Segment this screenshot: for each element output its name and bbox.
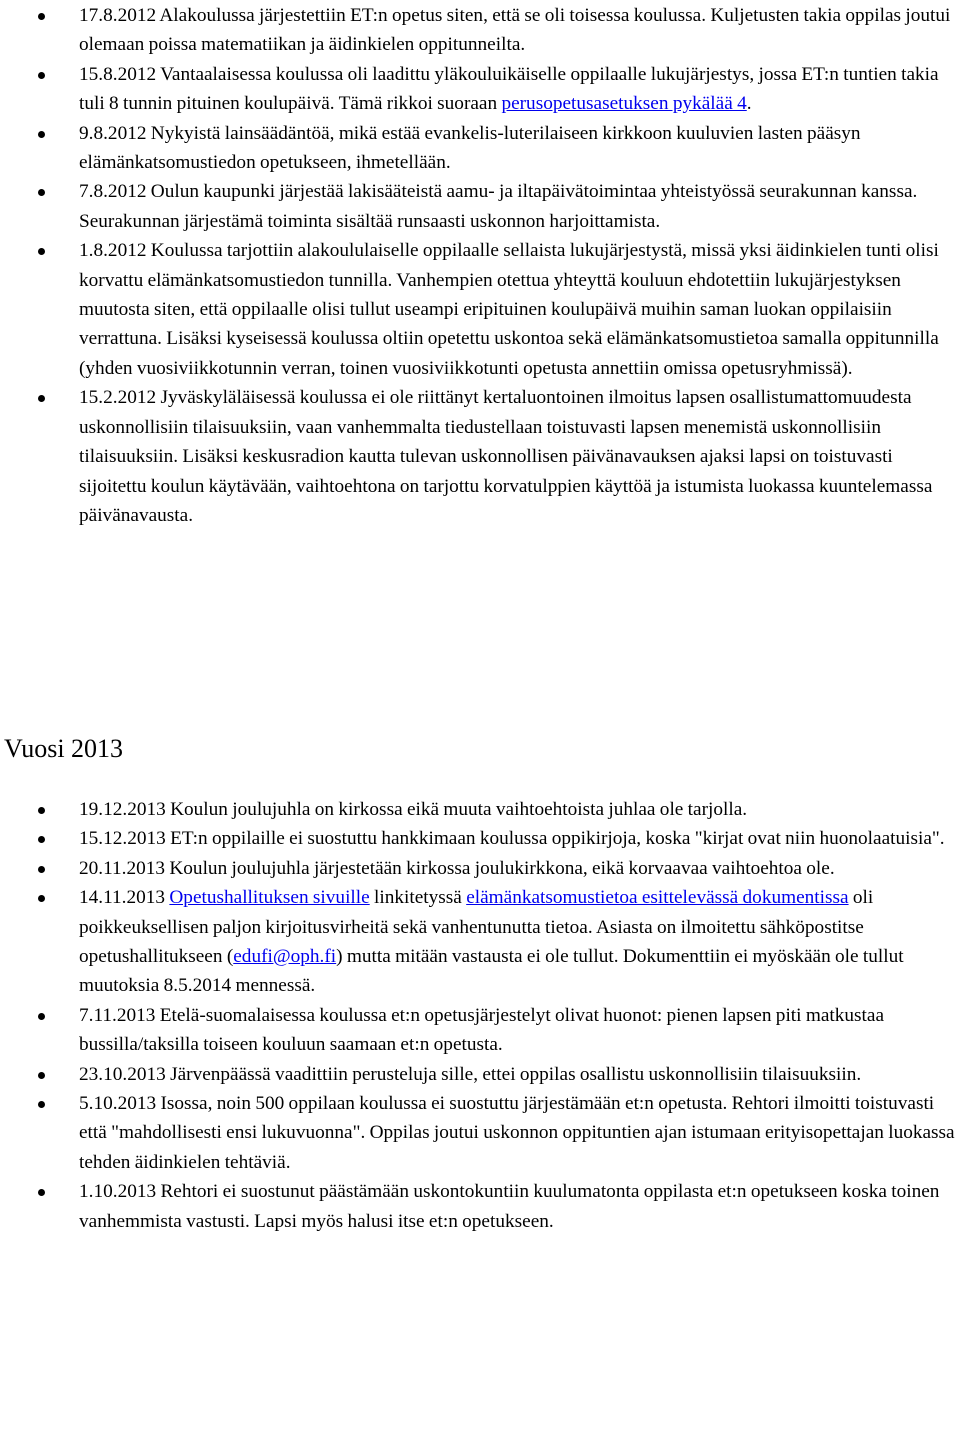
entries-2013-list — [0, 795, 960, 1236]
entry-text: 14.11.2013 — [79, 887, 170, 909]
entry-text: 1.10.2013 Rehtori ei suostunut päästämään uskontokuntiin kuulumatonta oppilasta et:n opetukseen koska toinen vanhemmista vastusti. Lapsi myös halusi itse et:n opetukseen. — [79, 1181, 940, 1232]
bullet-icon — [38, 248, 45, 255]
entry-text: 15.12.2013 ET:n oppilaille ei suostuttu hankkimaan koulussa oppikirjoja, koska "kirjat ovat niin huonolaatuisia". — [79, 828, 945, 850]
opetushallitus-link[interactable]: Opetushallituksen sivuille — [169, 887, 370, 909]
entry-text: ) mutta mitään vastausta ei ole tullut. Dokumenttiin ei myöskään ole tullut muutoksia 8.5.2014 mennessä. — [79, 946, 904, 997]
bullet-icon — [38, 189, 45, 196]
list-item — [0, 824, 960, 853]
entry-text: 15.8.2012 Vantaalaisessa koulussa oli laadittu yläkouluikäiselle oppilaalle lukujärjestys, jossa ET:n tuntien takia tuli 8 tunnin pituinen koulupäivä. Tämä rikkoi suoraan — [79, 63, 939, 115]
bullet-icon — [38, 395, 45, 402]
bullet-icon — [38, 807, 45, 814]
list-item — [0, 177, 960, 236]
entry-text: 15.2.2012 Jyväskyläläisessä koulussa ei ole riittänyt kertaluontoinen ilmoitus lapsen osallistumattomuudesta uskonnollisiin tilaisuuksiin, vaan vanhemmalta tiedustellaan toistuvasti lapsen menemistä uskonnollisiin tilaisuuksiin. Lisäksi keskusradion kautta tulevan uskonnollisen päivänavauksen ajaksi lapsi on toistuvasti sijoitettu koulun käytävään, vaihtoehtona on tarjottu korvatulppien käyttöä ja istumista luokassa kuuntelemassa päivänavausta. — [79, 387, 933, 526]
list-item — [0, 119, 960, 178]
document-link[interactable]: elämänkatsomustietoa esittelevässä dokumentissa — [466, 887, 849, 909]
email-link[interactable]: edufi@oph.fi — [233, 946, 337, 968]
list-item — [0, 1089, 960, 1177]
list-item — [0, 1060, 960, 1089]
entry-text: 19.12.2013 Koulun joulujuhla on kirkossa eikä muuta vaihtoehtoista juhlaa ole tarjolla. — [79, 799, 748, 820]
bullet-icon — [38, 72, 45, 79]
entry-text: 1.8.2012 Koulussa tarjottiin alakoululaiselle oppilaalle sellaista lukujärjestystä, missä yksi äidinkielen tunti olisi korvattu elämänkatsomustiedon tunnilla. Vanhempien otettua yhteyttä kouluun ehdotettiin lukujärjestyksen muutosta siten, että oppilaalle olisi tullut useampi eripituinen koulupäivä muihin saman luokan oppilaisiin verrattuna. Lisäksi kyseisessä koulussa oltiin opetettu uskontoa sekä elämänkatsomustietoa samalla oppitunnilla (yhden vuosiviikkotunnin verran, toinen vuosiviikkotunti opetusta annettiin omissa opetusryhmissä). — [79, 240, 939, 379]
bullet-icon — [38, 1013, 45, 1020]
list-item — [0, 1177, 960, 1236]
entry-text: linkitetyssä — [369, 887, 467, 909]
bullet-icon — [38, 13, 45, 20]
bullet-icon — [38, 1072, 45, 1079]
entry-text: 17.8.2012 Alakoulussa järjestettiin ET:n opetus siten, että se oli toisessa koulussa. Kuljetusten takia oppilas joutui olemaan poissa matematiikan ja äidinkielen oppitunneilta. — [79, 5, 951, 56]
bullet-icon — [38, 895, 45, 902]
entries-2012-list — [0, 1, 960, 530]
bullet-icon — [38, 836, 45, 843]
list-item — [0, 383, 960, 530]
year-heading: Vuosi 2013 — [4, 734, 124, 763]
entry-text: 5.10.2013 Isossa, noin 500 oppilaan koulussa ei suostuttu järjestämään et:n opetusta. Rehtori ilmoitti toistuvasti että "mahdollisesti ensi lukuvuonna". Oppilas joutui uskonnon oppituntien ajan istumaan erityisopettajan luokassa tehden äidinkielen tehtäviä. — [79, 1093, 955, 1173]
list-item — [0, 795, 960, 824]
entry-text: 7.11.2013 Etelä-suomalaisessa koulussa et:n opetusjärjestelyt olivat huonot: pienen lapsen piti matkustaa bussilla/taksilla toiseen kouluun saamaan et:n opetusta. — [79, 1004, 885, 1056]
entry-text-end: . — [746, 93, 752, 115]
list-item — [0, 883, 960, 1001]
entry-text: 20.11.2013 Koulun joulujuhla järjestetään kirkossa joulukirkkona, eikä korvaavaa vaihtoehtoa ole. — [79, 857, 835, 879]
list-item — [0, 854, 960, 883]
list-item — [0, 1001, 960, 1060]
entry-text: oli poikkeuksellisen paljon kirjoitusvirheitä sekä vanhentunutta tietoa. Asiasta on ilmoitettu sähköpostitse opetushallitukseen ( — [79, 887, 874, 968]
entry-text: 23.10.2013 Järvenpäässä vaadittiin perusteluja sille, ettei oppilas osallistu uskonnollisiin tilaisuuksiin. — [79, 1063, 862, 1085]
list-item — [0, 60, 960, 119]
entry-text: 7.8.2012 Oulun kaupunki järjestää lakisääteistä aamu- ja iltapäivätoimintaa yhteistyössä seurakunnan kanssa. Seurakunnan järjestämä toiminta sisältää runsaasti uskonnon harjoittamista. — [79, 181, 918, 232]
bullet-icon — [38, 1189, 45, 1196]
list-item — [0, 1, 960, 60]
entry-text: 9.8.2012 Nykyistä lainsäädäntöä, mikä estää evankelis-luterilaiseen kirkkoon kuuluvien lasten pääsyn elämänkatsomustiedon opetukseen, ihmetellään. — [79, 122, 861, 174]
bullet-icon — [38, 131, 45, 138]
bullet-icon — [38, 1101, 45, 1108]
perusopetusasetus-link[interactable]: perusopetusasetuksen pykälää 4 — [501, 93, 747, 115]
bullet-icon — [38, 866, 45, 873]
list-item — [0, 236, 960, 383]
